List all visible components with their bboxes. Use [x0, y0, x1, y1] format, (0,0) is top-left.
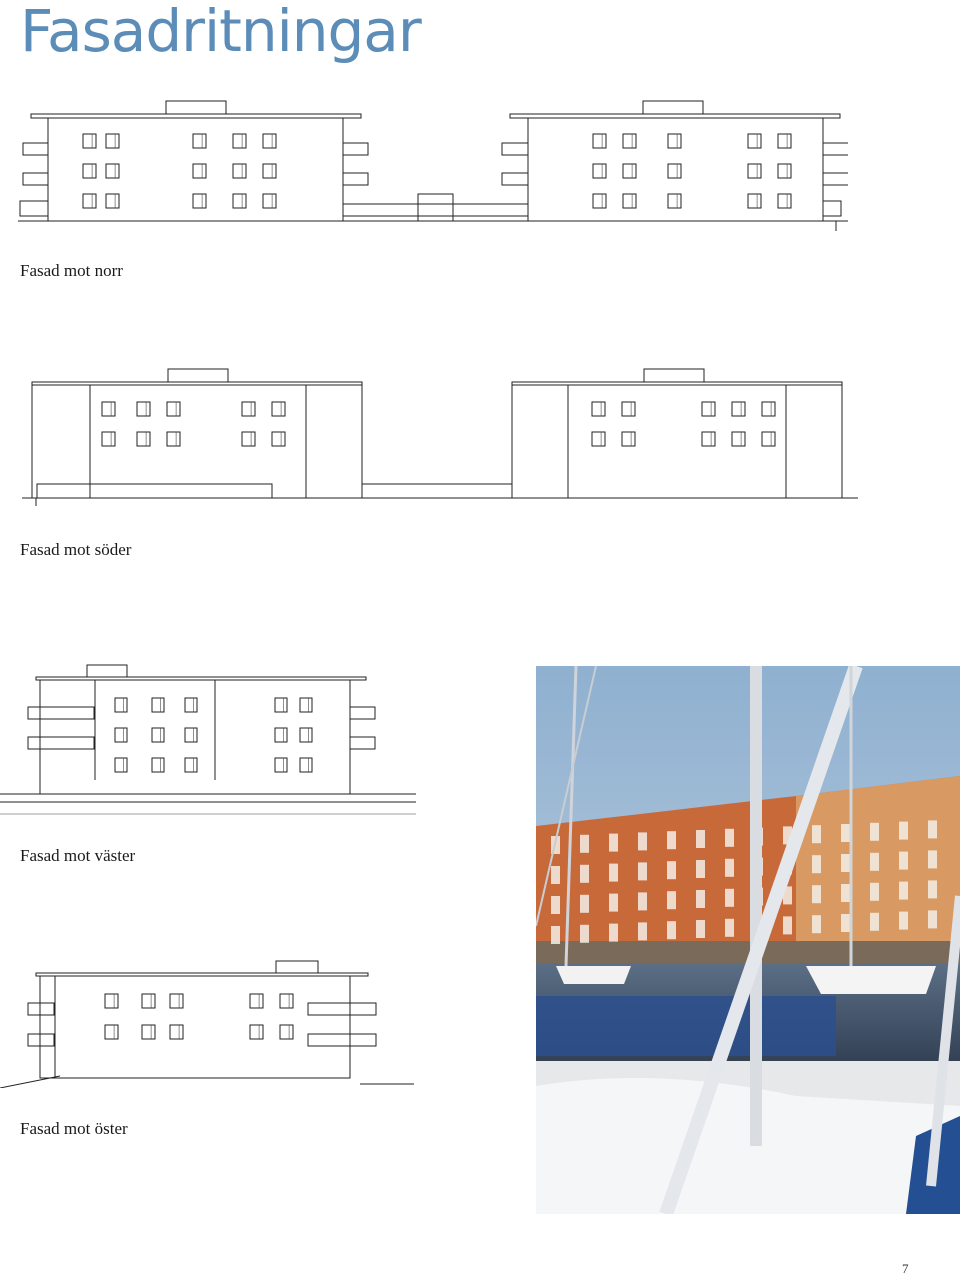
elevation-south-caption: Fasad mot söder — [20, 540, 132, 559]
harbor-photo — [536, 666, 960, 1214]
elevation-east-caption: Fasad mot öster — [20, 1119, 128, 1138]
elevation-north-drawing — [18, 96, 848, 231]
elevation-west-caption: Fasad mot väster — [20, 846, 136, 865]
page-number: 7 — [902, 1261, 909, 1276]
page-title: Fasadritningar — [20, 0, 421, 65]
elevation-north-caption: Fasad mot norr — [20, 261, 123, 280]
elevation-east-drawing — [0, 958, 414, 1088]
elevation-west-drawing — [0, 662, 416, 818]
elevation-south-drawing — [22, 366, 858, 506]
